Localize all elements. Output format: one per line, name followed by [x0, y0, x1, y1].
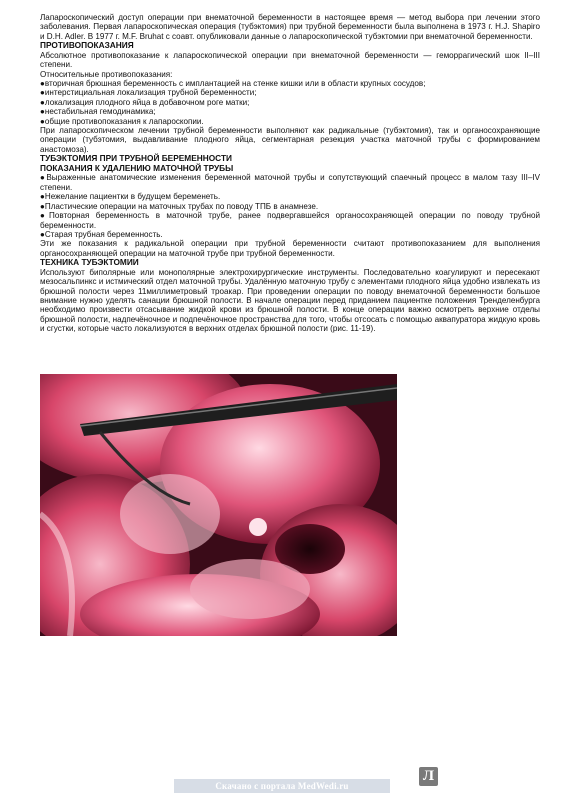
relative-contraindications-title: Относительные противопоказания:	[40, 69, 173, 79]
contraindications-heading: ПРОТИВОПОКАЗАНИЯ	[40, 40, 134, 51]
list-item: ●интерстициальная локализация трубной беременности;	[40, 88, 257, 98]
list-item: ●Нежелание пациентки в будущем беременеть.	[40, 192, 221, 202]
site-logo	[419, 767, 438, 786]
tubectomy-heading: ТУБЭКТОМИЯ ПРИ ТРУБНОЙ БЕРЕМЕННОСТИ	[40, 153, 232, 164]
list-item: ●нестабильная гемодинамика;	[40, 107, 156, 117]
list-item: ●Старая трубная беременность.	[40, 229, 163, 239]
absolute-contraindication: Абсолютное противопоказание к лапароскопической операции при внематочной беременности — геморрагический шок II–III степени.	[40, 50, 540, 70]
list-item: ●Выраженные анатомические изменения беременной маточной трубы и сопутствующий спаечный процесс в малом тазу III–IV степени.	[40, 173, 540, 192]
list-item: ●вторичная брюшная беременность с имплантацией на стенке кишки или в области крупных сосудов;	[40, 79, 426, 89]
indications-heading: ПОКАЗАНИЯ К УДАЛЕНИЮ МАТОЧНОЙ ТРУБЫ	[40, 162, 234, 173]
technique-paragraph: Используют биполярные или монополярные электрохирургические инструменты. Последовательно коагулируют и пересекают мезосальпинкс и истмический отдел маточной трубы. Удалённую маточную трубу с элементами плодного яйца удобно извлекать из брюшной полости через 11миллиметровый троакар. При проведении операции по поводу внематочной беременности большое внимание нужно уделять санации брюшной полости. В начале операции перед приданием пациентке положения Тренделенбурга необходимо произвести отсасывание жидкой крови из брюшной полости. В конце операции важно осмотреть верхние отделы брюшной полости, надпечёночное и подпечёночное пространства для того, чтобы отсосать с помощью аквапуратора жидкую кровь и сгустки, которые часто локализуются в верхних отделах брюшной полости (рис. 11-19).	[40, 267, 540, 334]
download-watermark: Скачано с портала MedWedi.ru	[174, 779, 390, 793]
list-item: ●локализация плодного яйца в добавочном роге матки;	[40, 97, 250, 107]
logo-letter: Л	[422, 768, 435, 784]
list-item: ●общие противопоказания к лапароскопии.	[40, 116, 204, 126]
indications-note: Эти же показания к радикальной операции при трубной беременности считают противопоказанием для выполнения органосохраняющей операции на маточной трубе при трубной беременности.	[40, 239, 540, 258]
list-item: ●Повторная беременность в маточной трубе, ранее подвергавшейся органосохраняющей операции по поводу трубной беременности.	[40, 211, 540, 230]
laparoscopy-photo	[40, 374, 397, 636]
technique-heading: ТЕХНИКА ТУБЭКТОМИИ	[40, 257, 139, 268]
treatment-note: При лапароскопическом лечении трубной беременности выполняют как радикальные (тубэктомия), так и органосохраняющие операции (тубэтомия, выдавливание плодного яйца, сегментарная резекция участка маточной трубы с формированием анастомоза).	[40, 126, 540, 154]
intro-paragraph: Лапароскопический доступ операции при внематочной беременности в настоящее время — метод выбора при лечении этого заболевания. Первая лапароскопическая операция (тубэктомия) при трубной беременности была выполнена в 1973 г. H.J. Shapiro и D.H. Adler. В 1977 г. M.F. Bruhat с соавт. опубликовали данные о лапароскопической тубэктомии при внематочной беременности.	[40, 13, 540, 41]
list-item: ●Пластические операции на маточных трубах по поводу ТПБ в анамнезе.	[40, 201, 319, 211]
document-page	[40, 13, 540, 334]
